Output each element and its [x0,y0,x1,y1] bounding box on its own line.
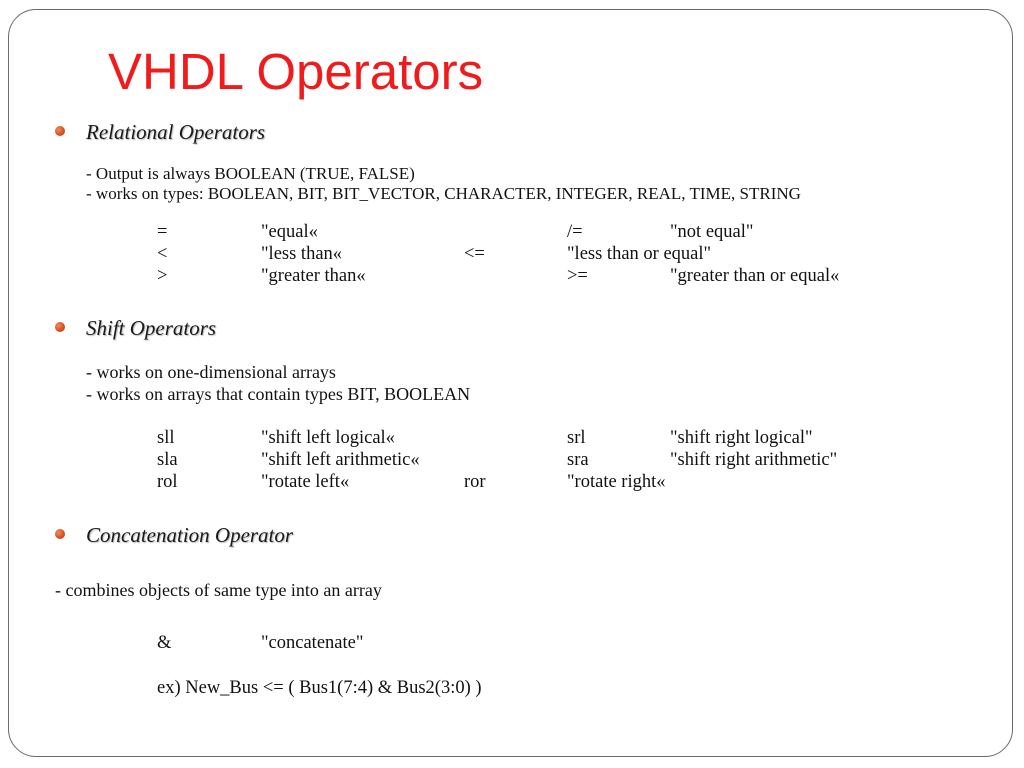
shift-heading: Shift Operators [86,316,217,340]
relational-note-types: - works on types: BOOLEAN, BIT, BIT_VECTOR, CHARACTER, INTEGER, REAL, TIME, STRING [86,184,801,203]
relational-op: >= [567,266,588,286]
shift-note-arrays: - works on one-dimensional arrays [86,362,336,382]
slide-title: VHDL Operators [108,43,484,100]
shift-desc: "shift right logical" [670,428,813,448]
relational-desc: "less than« [261,244,343,264]
relational-op: <= [464,244,485,264]
relational-desc: "not equal" [670,222,754,242]
relational-op: /= [567,222,583,242]
relational-desc: "equal« [261,222,318,242]
relational-op: > [157,266,168,286]
concat-heading: Concatenation Operator [86,523,294,547]
shift-op: srl [567,428,586,448]
shift-op: sla [157,450,178,470]
relational-desc: "greater than or equal« [670,266,840,286]
concat-op: & [157,633,172,653]
shift-op: ror [464,472,486,492]
shift-desc: "rotate left« [261,472,350,492]
relational-op: < [157,244,168,264]
bullet-dot-icon [55,322,65,332]
bullet-dot-icon [55,529,65,539]
relational-desc: "greater than« [261,266,366,286]
shift-note-types: - works on arrays that contain types BIT, BOOLEAN [86,384,471,404]
relational-desc: "less than or equal" [567,244,712,264]
shift-op: sra [567,450,589,470]
shift-desc: "shift left arithmetic« [261,450,420,470]
concat-note: - combines objects of same type into an array [55,580,382,600]
relational-heading: Relational Operators [86,120,266,144]
shift-op: rol [157,472,178,492]
shift-op: sll [157,428,175,448]
concat-example: ex) New_Bus <= ( Bus1(7:4) & Bus2(3:0) ) [157,678,482,698]
shift-desc: "shift right arithmetic" [670,450,838,470]
bullet-dot-icon [55,126,65,136]
shift-desc: "rotate right« [567,472,666,492]
shift-desc: "shift left logical« [261,428,395,448]
relational-note-output: - Output is always BOOLEAN (TRUE, FALSE) [86,164,415,183]
relational-op: = [157,222,168,242]
concat-desc: "concatenate" [261,633,364,653]
